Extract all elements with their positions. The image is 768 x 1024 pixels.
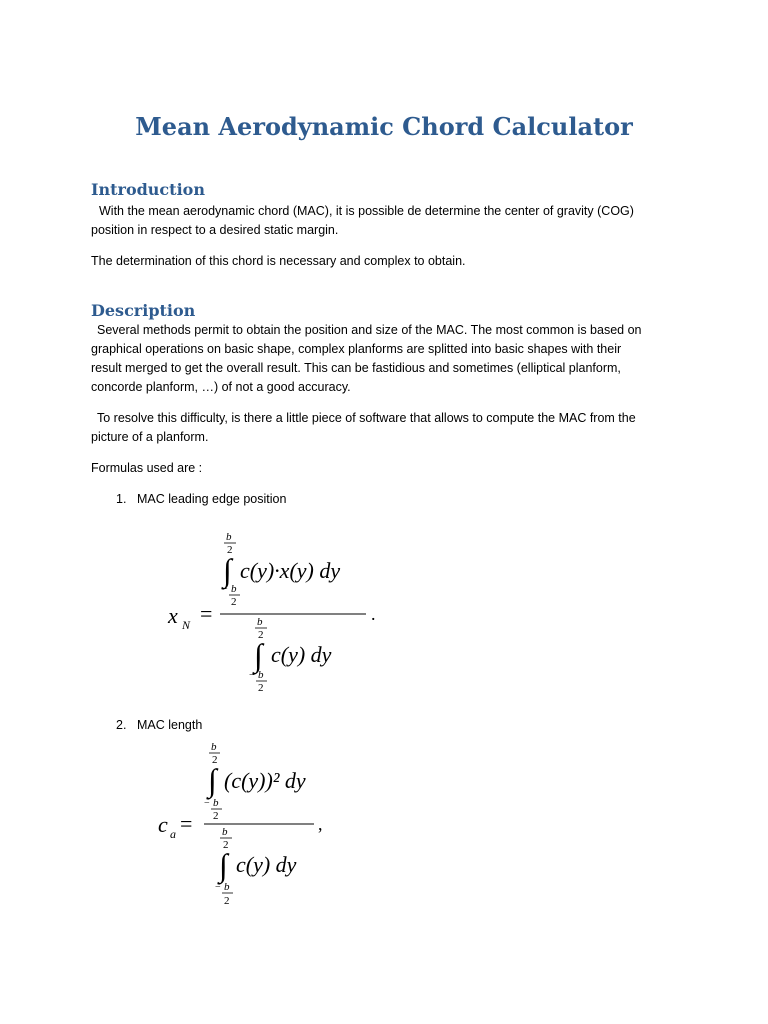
formula-2-lhs: c	[158, 812, 168, 837]
text-line: Formulas used are :	[91, 461, 203, 475]
formula-2-denominator: c(y) dy	[236, 852, 297, 877]
formula-1-end-punct: .	[371, 604, 376, 624]
formula-1-lhs-sub: N	[182, 618, 191, 632]
integral-upper-2: 2	[223, 839, 229, 851]
description-paragraph-2	[91, 409, 691, 447]
integral-lower-b: b	[258, 669, 264, 681]
integral-lower-b: b	[213, 797, 219, 809]
integral-upper-2: 2	[227, 544, 233, 556]
integral-sign: ∫	[219, 847, 228, 883]
formula-1-equation	[160, 528, 400, 703]
integral-lower-2: 2	[224, 895, 230, 907]
formula-1-lhs: x	[168, 603, 178, 628]
integral-lower-minus: −	[204, 798, 210, 809]
integral-sign: ∫	[254, 637, 263, 673]
formula-2-equation	[150, 738, 350, 913]
integral-lower-minus: −	[249, 670, 255, 681]
text-line: With the mean aerodynamic chord (MAC), it is possible de determine the center of gravity (COG)	[99, 204, 634, 218]
text-line: Several methods permit to obtain the position and size of the MAC. The most common is based on	[97, 323, 642, 337]
text-line: graphical operations on basic shape, complex planforms are splitted into basic shapes with their	[91, 342, 622, 356]
integral-lower-minus: −	[222, 584, 228, 595]
formula-1-list-item	[116, 490, 286, 509]
integral-lower-2: 2	[213, 810, 219, 822]
integral-upper-b: b	[257, 616, 263, 628]
list-number: 1.	[116, 492, 127, 506]
integral-upper-b: b	[222, 826, 228, 838]
formula-1-label: MAC leading edge position	[137, 492, 287, 506]
formula-2-lhs-sub: a	[170, 827, 176, 841]
document-title: Mean Aerodynamic Chord Calculator	[135, 112, 633, 141]
formula-1-numerator: c(y)·x(y) dy	[240, 558, 341, 583]
integral-sign: ∫	[223, 552, 232, 588]
integral-upper-2: 2	[258, 629, 264, 641]
description-paragraph-1	[91, 321, 691, 397]
description-heading: Description	[91, 301, 196, 320]
text-line: picture of a planform.	[91, 430, 209, 444]
text-line: concorde planform, …) of not a good accuracy.	[91, 380, 351, 394]
equals-sign: =	[180, 811, 193, 836]
integral-upper-b: b	[226, 531, 232, 543]
text-line: result merged to get the overall result. This can be fastidious and sometimes (elliptical planform,	[91, 361, 621, 375]
list-number: 2.	[116, 718, 127, 732]
integral-lower-2: 2	[258, 682, 264, 694]
integral-upper-b: b	[211, 741, 217, 753]
formula-1-denominator: c(y) dy	[271, 642, 332, 667]
introduction-paragraph-2	[91, 252, 691, 271]
formula-2-label: MAC length	[137, 718, 203, 732]
integral-lower-2: 2	[231, 596, 237, 608]
formula-2-end-punct: ,	[318, 814, 323, 834]
formula-2-numerator: (c(y))² dy	[224, 768, 306, 793]
integral-lower-b: b	[224, 881, 230, 893]
formulas-label	[91, 459, 691, 478]
text-line: The determination of this chord is necessary and complex to obtain.	[91, 254, 466, 268]
equals-sign: =	[200, 601, 213, 626]
integral-lower-minus: −	[215, 882, 221, 893]
integral-sign: ∫	[208, 762, 217, 798]
integral-lower-b: b	[231, 583, 237, 595]
integral-upper-2: 2	[212, 754, 218, 766]
introduction-heading: Introduction	[91, 180, 205, 199]
formula-2-list-item	[116, 716, 202, 735]
introduction-paragraph-1	[91, 202, 691, 240]
text-line: To resolve this difficulty, is there a little piece of software that allows to compute the MAC from the	[97, 411, 636, 425]
text-line: position in respect to a desired static margin.	[91, 223, 339, 237]
